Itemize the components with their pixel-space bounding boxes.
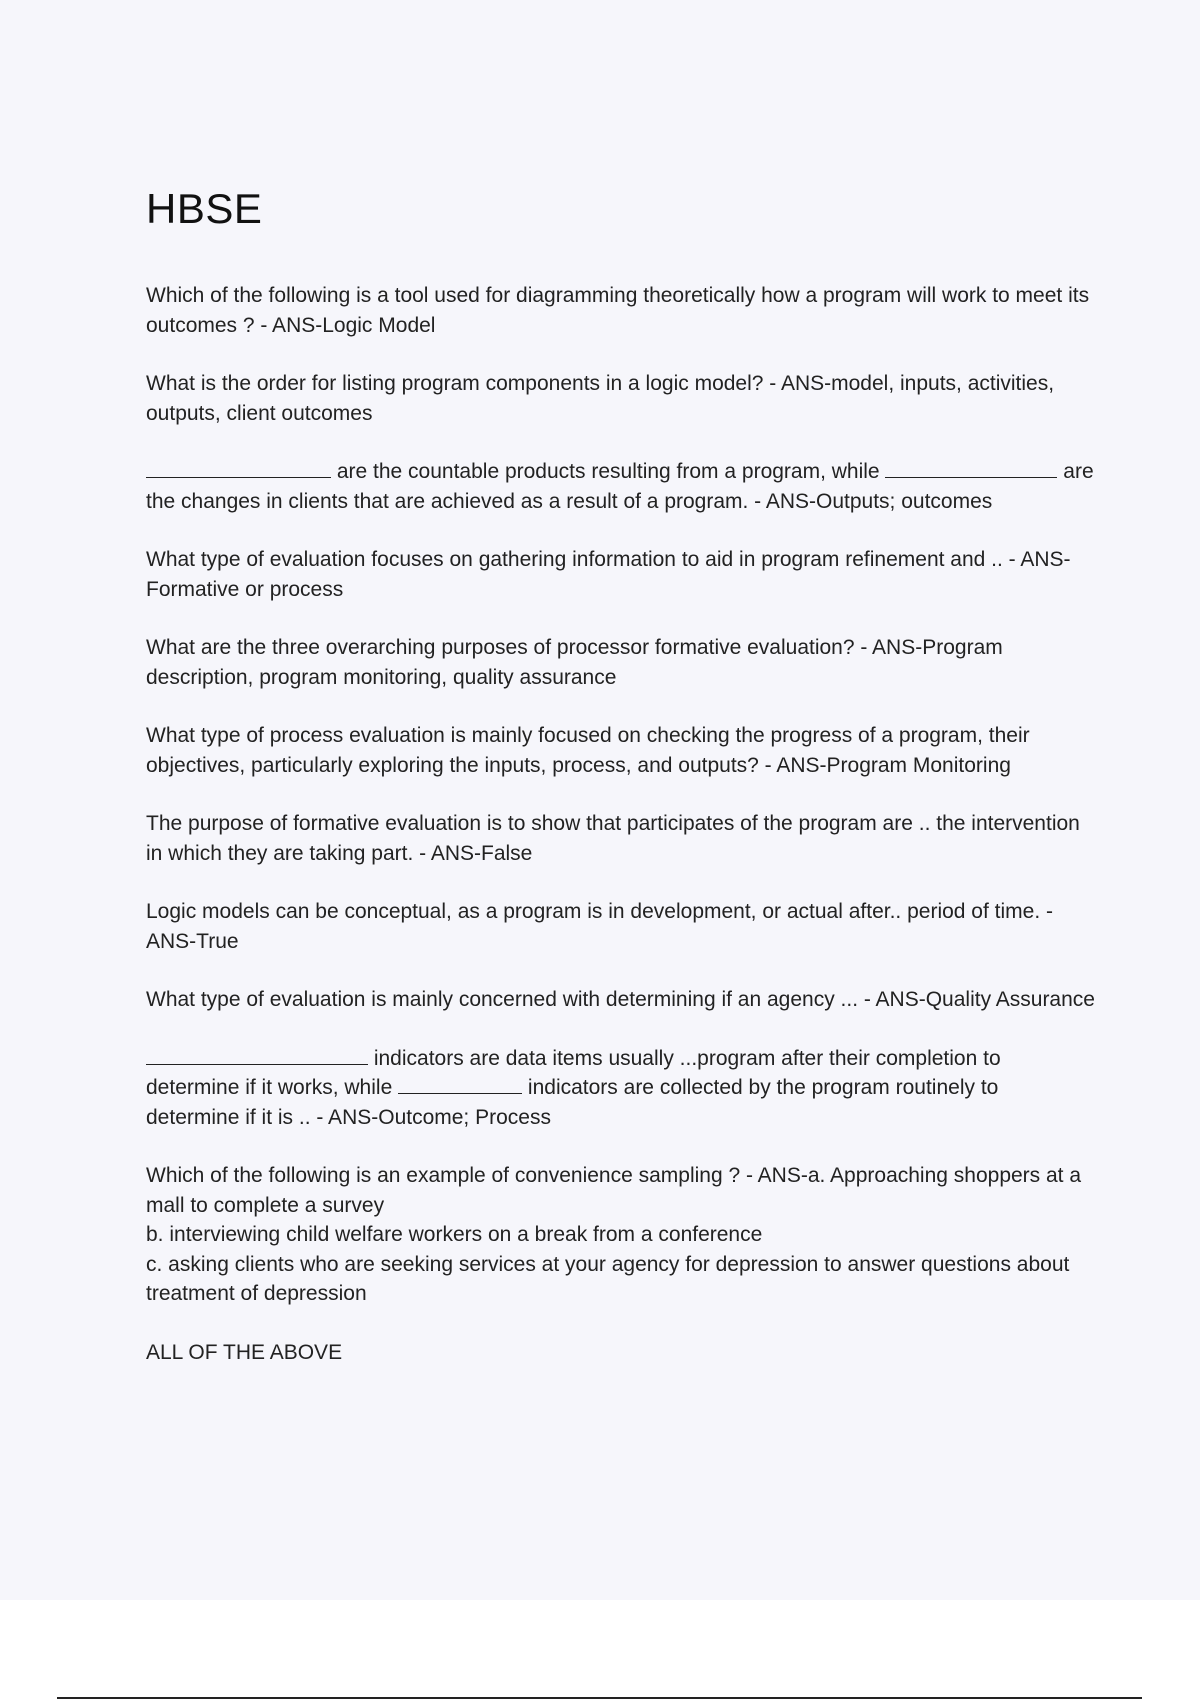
page-divider: [57, 1697, 1142, 1699]
qa-item: [146, 1044, 1096, 1133]
qa-item: [146, 1161, 1096, 1309]
qa-item: What type of evaluation focuses on gathering information to aid in program refinement and .. - ANS-Formative or process: [146, 548, 1071, 601]
document-content: [146, 185, 1096, 1396]
fill-in-blank: [885, 457, 1057, 478]
qa-line: c. asking clients who are seeking services at your agency for depression to answer questions about treatment of depression: [146, 1252, 1070, 1305]
fill-in-blank: [398, 1073, 522, 1094]
qa-item: Logic models can be conceptual, as a program is in development, or actual after.. period of time. - ANS-True: [146, 900, 1053, 953]
fill-in-blank: [146, 457, 331, 478]
fill-in-blank: [146, 1044, 368, 1065]
qa-item: What is the order for listing program components in a logic model? - ANS-model, inputs, activities, outputs, client outcomes: [146, 372, 1055, 425]
document-title: HBSE: [146, 185, 263, 232]
qa-text-segment: indicators are collected by the program routinely to determine if it is .. - ANS-Outcome; Process: [146, 1076, 999, 1129]
qa-item: Which of the following is a tool used for diagramming theoretically how a program will work to meet its outcomes ? - ANS-Logic Model: [146, 284, 1090, 337]
qa-text-segment: indicators are data items usually ...program after their completion to determine if it works, while: [146, 1046, 1001, 1099]
qa-item: What type of evaluation is mainly concerned with determining if an agency ... - ANS-Quality Assurance: [146, 988, 1095, 1011]
qa-text-segment: are the countable products resulting from a program, while: [331, 460, 886, 483]
qa-line: b. interviewing child welfare workers on a break from a conference: [146, 1223, 763, 1246]
qa-item: ALL OF THE ABOVE: [146, 1340, 343, 1364]
qa-line: Which of the following is an example of convenience sampling ? - ANS-a. Approaching shoppers at a mall to complete a survey: [146, 1164, 1082, 1217]
qa-item: What are the three overarching purposes of processor formative evaluation? - ANS-Program description, program monitoring, quality assurance: [146, 636, 1003, 689]
qa-item: [146, 457, 1096, 516]
qa-item: The purpose of formative evaluation is to show that participates of the program are .. the intervention in which they are taking part. - ANS-False: [146, 812, 1080, 865]
qa-item: What type of process evaluation is mainly focused on checking the progress of a program, their objectives, particularly exploring the inputs, process, and outputs? - ANS-Program Monitoring: [146, 724, 1030, 777]
qa-text-segment: are the changes in clients that are achieved as a result of a program. - ANS-Outputs; outcomes: [146, 460, 1094, 513]
